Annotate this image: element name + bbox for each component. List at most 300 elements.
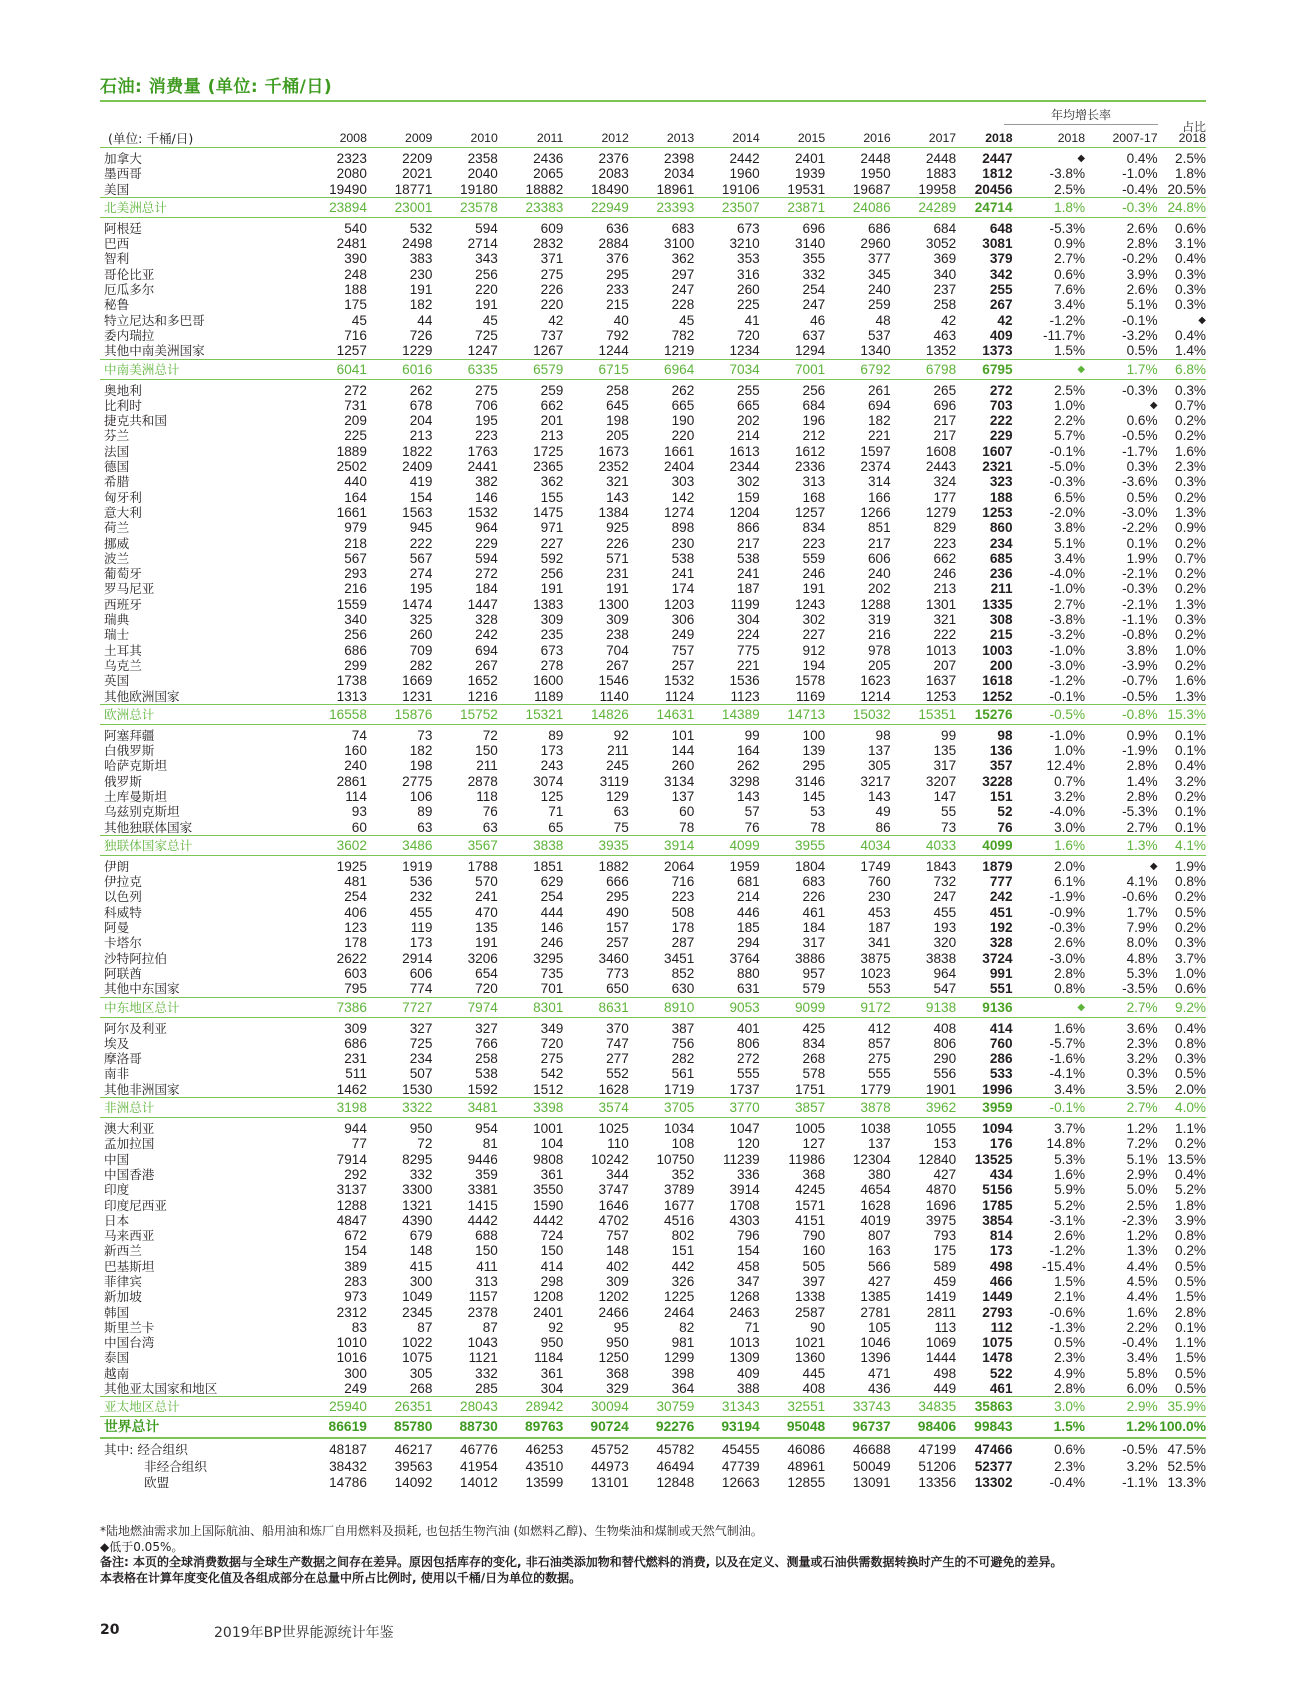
table-cell: 1244 bbox=[598, 343, 629, 359]
table-cell: 1257 bbox=[794, 504, 826, 520]
table-cell: 455 bbox=[409, 904, 433, 920]
table-cell: 14.8% bbox=[1046, 1136, 1086, 1152]
table-cell: 226 bbox=[802, 889, 826, 905]
table-cell: 566 bbox=[867, 1258, 891, 1274]
table-cell: -1.9% bbox=[1049, 889, 1086, 905]
table-cell: 1623 bbox=[860, 673, 891, 689]
table-cell: 110 bbox=[607, 1136, 629, 1152]
table-cell: 254 bbox=[802, 282, 826, 298]
table-cell: 537 bbox=[867, 327, 891, 343]
table-cell: 254 bbox=[344, 889, 367, 905]
table-cell: 694 bbox=[475, 642, 498, 658]
table-cell: 22949 bbox=[563, 197, 628, 217]
table-cell: 5.3% bbox=[1054, 1151, 1086, 1167]
table-cell: 47199 bbox=[918, 1442, 957, 1458]
column-header: 2014 bbox=[694, 130, 759, 148]
row-label: 孟加拉国 bbox=[104, 1136, 155, 1152]
table-cell: 1812 bbox=[982, 166, 1013, 182]
table-cell: 2811 bbox=[926, 1304, 957, 1320]
table-cell: 0.5% bbox=[1126, 489, 1158, 505]
table-cell: 3770 bbox=[694, 1098, 759, 1118]
table-cell: 9099 bbox=[760, 997, 825, 1017]
table-cell: -0.8% bbox=[1122, 627, 1158, 643]
table-cell: 137 bbox=[867, 1136, 891, 1152]
table-row bbox=[100, 1118, 1206, 1137]
table-cell: 52377 bbox=[974, 1458, 1013, 1474]
table-cell: 2861 bbox=[336, 773, 367, 789]
table-cell: 0.8% bbox=[1175, 1228, 1206, 1244]
table-cell: 6041 bbox=[301, 359, 366, 379]
table-cell: 1234 bbox=[729, 343, 760, 359]
table-cell: 0.7% bbox=[1054, 773, 1086, 789]
table-row bbox=[100, 282, 1206, 297]
column-header: 2009 bbox=[367, 130, 432, 148]
table-cell: 238 bbox=[606, 627, 629, 643]
table-cell: 1023 bbox=[860, 965, 891, 981]
row-label: 南非 bbox=[104, 1066, 130, 1082]
table-cell: 461 bbox=[989, 1381, 1013, 1397]
table-cell: 9053 bbox=[694, 997, 759, 1017]
table-cell: 175 bbox=[933, 1243, 957, 1259]
table-row bbox=[100, 724, 1206, 743]
table-row bbox=[100, 490, 1206, 505]
table-cell: 13.3% bbox=[1167, 1475, 1206, 1491]
table-cell: 757 bbox=[606, 1228, 629, 1244]
row-label: 瑞士 bbox=[104, 627, 130, 643]
region-total-row bbox=[100, 1397, 1206, 1417]
table-cell: 720 bbox=[540, 1035, 564, 1051]
table-cell: 957 bbox=[802, 965, 826, 981]
table-cell: 0.1% bbox=[1126, 535, 1158, 551]
table-cell: 1309 bbox=[729, 1350, 760, 1366]
table-cell: 978 bbox=[867, 642, 891, 658]
table-cell: 340 bbox=[344, 612, 367, 628]
table-cell: 4847 bbox=[336, 1212, 367, 1228]
table-cell: 508 bbox=[671, 904, 695, 920]
table-cell: 43510 bbox=[525, 1458, 564, 1474]
table-cell: 24086 bbox=[825, 197, 890, 217]
table-cell: 14826 bbox=[563, 704, 628, 724]
table-cell: 5.1% bbox=[1126, 297, 1158, 313]
table-cell: 23578 bbox=[432, 197, 497, 217]
table-cell: 964 bbox=[933, 965, 957, 981]
row-label: 世界总计 bbox=[100, 1417, 301, 1439]
table-row bbox=[100, 1305, 1206, 1320]
table-cell: 48961 bbox=[787, 1458, 826, 1474]
table-cell: 1444 bbox=[925, 1350, 957, 1366]
table-row bbox=[100, 612, 1206, 627]
table-cell: 665 bbox=[737, 397, 760, 413]
footnotes bbox=[100, 1524, 1210, 1586]
table-cell: 0.8% bbox=[1054, 981, 1086, 997]
table-cell: 225 bbox=[737, 297, 760, 313]
row-label: 厄瓜多尔 bbox=[104, 282, 155, 298]
table-cell: 240 bbox=[344, 758, 367, 774]
table-cell: 224 bbox=[737, 627, 760, 643]
table-cell: 12.4% bbox=[1046, 758, 1086, 774]
table-cell: -0.3% bbox=[1085, 197, 1158, 217]
table-cell: 114 bbox=[345, 788, 367, 804]
table-cell: 1049 bbox=[402, 1289, 433, 1305]
row-label: 泰国 bbox=[104, 1350, 130, 1366]
table-cell: ◆ bbox=[1149, 399, 1158, 411]
table-cell: 190 bbox=[671, 413, 695, 429]
table-cell: 187 bbox=[867, 920, 891, 936]
table-cell: 458 bbox=[737, 1258, 760, 1274]
table-cell: 195 bbox=[475, 413, 498, 429]
table-cell: 2.9% bbox=[1126, 1166, 1158, 1182]
table-cell: 300 bbox=[409, 1274, 433, 1289]
table-cell: 191 bbox=[540, 581, 564, 597]
table-cell: 4151 bbox=[794, 1212, 826, 1228]
table-cell: 1204 bbox=[729, 504, 760, 520]
table-cell: 287 bbox=[671, 935, 695, 951]
table-cell: 1252 bbox=[982, 688, 1013, 704]
table-cell: 1628 bbox=[598, 1081, 629, 1097]
table-cell: 371 bbox=[540, 251, 564, 267]
table-cell: 1189 bbox=[534, 688, 564, 704]
table-cell: 45782 bbox=[656, 1442, 695, 1458]
table-cell: 18771 bbox=[394, 181, 433, 197]
table-cell: 802 bbox=[671, 1228, 695, 1244]
table-cell: 1592 bbox=[467, 1081, 498, 1097]
table-cell: 230 bbox=[409, 266, 433, 282]
table-cell: 414 bbox=[540, 1258, 564, 1274]
table-cell: 387 bbox=[671, 1020, 695, 1036]
table-cell: 4516 bbox=[664, 1212, 695, 1228]
table-cell: 123 bbox=[344, 920, 367, 936]
table-cell: 1288 bbox=[860, 596, 891, 612]
table-cell: 1563 bbox=[402, 504, 433, 520]
table-cell: 240 bbox=[867, 566, 891, 582]
row-label: 北美洲总计 bbox=[100, 197, 301, 217]
table-cell: 227 bbox=[802, 627, 826, 643]
table-cell: -0.6% bbox=[1049, 1304, 1086, 1320]
row-label: 阿根廷 bbox=[104, 220, 142, 236]
table-cell: 1628 bbox=[860, 1197, 891, 1213]
table-cell: 153 bbox=[933, 1136, 957, 1152]
table-cell: 0.3% bbox=[1175, 1051, 1206, 1067]
table-cell: 229 bbox=[475, 535, 498, 551]
table-cell: 46494 bbox=[656, 1458, 695, 1474]
table-cell: 41 bbox=[744, 312, 760, 328]
table-cell: 7727 bbox=[367, 997, 432, 1017]
table-cell: 317 bbox=[933, 758, 957, 774]
table-cell: 470 bbox=[475, 904, 498, 920]
table-cell: 1950 bbox=[860, 166, 891, 182]
table-cell: 3914 bbox=[629, 835, 694, 855]
table-cell: 0.1% bbox=[1175, 743, 1206, 759]
table-cell: 246 bbox=[933, 566, 957, 582]
table-cell: 9808 bbox=[533, 1151, 564, 1167]
table-cell: 222 bbox=[409, 535, 433, 551]
table-cell: 98406 bbox=[891, 1417, 956, 1439]
table-cell: 257 bbox=[671, 657, 695, 673]
table-cell: 0.5% bbox=[1126, 343, 1158, 359]
table-cell: 362 bbox=[540, 474, 564, 490]
table-cell: 3.2% bbox=[1126, 1051, 1158, 1067]
table-cell: 5.7% bbox=[1054, 428, 1086, 444]
row-label: 非洲总计 bbox=[100, 1098, 301, 1118]
table-row bbox=[100, 551, 1206, 566]
table-cell: 1475 bbox=[533, 504, 564, 520]
table-cell: 215 bbox=[989, 627, 1013, 643]
table-cell: 1.9% bbox=[1126, 550, 1158, 566]
table-cell: 295 bbox=[606, 266, 629, 282]
table-cell: 1300 bbox=[598, 596, 629, 612]
table-cell: 3295 bbox=[533, 950, 564, 966]
table-cell: 164 bbox=[737, 743, 760, 759]
table-cell: 137 bbox=[671, 788, 695, 804]
table-cell: 41954 bbox=[460, 1458, 498, 1474]
table-cell: 6795 bbox=[956, 359, 1012, 379]
table-cell: 0.4% bbox=[1175, 758, 1206, 774]
table-cell: 3134 bbox=[664, 773, 695, 789]
table-cell: 538 bbox=[671, 550, 695, 566]
table-cell: 237 bbox=[933, 282, 957, 298]
table-cell: 1.6% bbox=[1126, 1304, 1158, 1320]
table-cell: 353 bbox=[737, 251, 760, 267]
table-cell: 376 bbox=[606, 251, 629, 267]
table-cell: 1959 bbox=[729, 858, 760, 874]
table-cell: 146 bbox=[540, 920, 564, 936]
table-cell: 1960 bbox=[729, 166, 760, 182]
table-row bbox=[100, 581, 1206, 596]
table-cell: 168 bbox=[802, 489, 826, 505]
table-cell: -1.1% bbox=[1122, 612, 1158, 628]
footnote-diamond: ◆低于0.05%。 bbox=[100, 1539, 184, 1554]
table-cell: 164 bbox=[344, 489, 367, 505]
table-cell: 1.3% bbox=[1175, 504, 1206, 520]
row-label: 智利 bbox=[104, 251, 130, 267]
table-cell: 5156 bbox=[982, 1182, 1013, 1198]
table-cell: -4.0% bbox=[1049, 804, 1086, 820]
region-total-row bbox=[100, 997, 1206, 1017]
table-cell: 1.2% bbox=[1126, 1121, 1158, 1137]
row-label: 阿曼 bbox=[104, 920, 130, 936]
table-cell: 344 bbox=[606, 1166, 629, 1182]
table-cell: 46253 bbox=[525, 1442, 564, 1458]
table-cell: 72 bbox=[417, 1136, 433, 1152]
table-cell: 214 bbox=[737, 889, 760, 905]
table-cell: 173 bbox=[409, 935, 433, 951]
table-cell: 336 bbox=[737, 1166, 760, 1182]
table-cell: 561 bbox=[671, 1066, 695, 1082]
table-cell: 551 bbox=[989, 981, 1013, 997]
table-cell: 86 bbox=[875, 819, 891, 835]
table-row bbox=[100, 1036, 1206, 1051]
table-cell: 925 bbox=[606, 520, 629, 536]
table-cell: 782 bbox=[671, 327, 695, 343]
table-cell: 898 bbox=[671, 520, 695, 536]
table-cell: 119 bbox=[410, 920, 433, 936]
table-cell: 76 bbox=[997, 819, 1013, 835]
table-cell: 7914 bbox=[336, 1151, 367, 1167]
row-label: 白俄罗斯 bbox=[104, 743, 155, 759]
table-cell: 0.2% bbox=[1175, 535, 1206, 551]
table-cell: 455 bbox=[933, 904, 957, 920]
table-cell: 99 bbox=[941, 727, 957, 743]
table-cell: 1546 bbox=[598, 673, 629, 689]
row-label: 独联体国家总计 bbox=[100, 835, 301, 855]
row-label: 法国 bbox=[104, 443, 130, 459]
table-cell: 3100 bbox=[664, 236, 695, 252]
table-cell: 1299 bbox=[664, 1350, 695, 1366]
table-cell: 242 bbox=[475, 627, 498, 643]
table-cell: -0.8% bbox=[1085, 704, 1158, 724]
table-cell: 773 bbox=[606, 965, 629, 981]
table-cell: -2.2% bbox=[1122, 520, 1158, 536]
table-cell: 1268 bbox=[729, 1289, 760, 1305]
row-label: 澳大利亚 bbox=[104, 1121, 155, 1137]
row-label: 乌兹别克斯坦 bbox=[104, 804, 180, 820]
row-label: 中南美洲总计 bbox=[100, 359, 301, 379]
row-label: 土耳其 bbox=[104, 642, 142, 658]
table-cell: 209 bbox=[344, 413, 367, 429]
table-cell: 12855 bbox=[787, 1475, 826, 1491]
table-cell: 725 bbox=[475, 327, 498, 343]
table-cell: 76 bbox=[482, 804, 498, 820]
table-cell: ◆ bbox=[1013, 359, 1086, 379]
table-cell: 223 bbox=[671, 889, 695, 905]
table-cell: 188 bbox=[989, 489, 1013, 505]
table-cell: -3.8% bbox=[1049, 612, 1086, 628]
table-cell: 603 bbox=[344, 965, 367, 981]
table-cell: 490 bbox=[606, 904, 629, 920]
table-cell: 8.0% bbox=[1126, 935, 1158, 951]
table-cell: 223 bbox=[933, 535, 957, 551]
table-cell: 39563 bbox=[394, 1458, 433, 1474]
table-cell: 446 bbox=[737, 904, 760, 920]
table-cell: 3228 bbox=[982, 773, 1013, 789]
table-cell: 247 bbox=[933, 889, 957, 905]
table-cell: 2.1% bbox=[1054, 1289, 1086, 1305]
table-cell: 3914 bbox=[729, 1182, 760, 1198]
table-cell: 2781 bbox=[860, 1304, 891, 1320]
table-cell: 247 bbox=[802, 297, 826, 313]
table-cell: 0.3% bbox=[1175, 382, 1206, 398]
table-cell: 685 bbox=[989, 550, 1013, 566]
column-header: 2012 bbox=[563, 130, 628, 148]
table-cell: 44973 bbox=[590, 1458, 629, 1474]
table-cell: 1696 bbox=[925, 1197, 957, 1213]
table-cell: 328 bbox=[475, 612, 498, 628]
table-cell: 145 bbox=[802, 788, 826, 804]
table-cell: 971 bbox=[540, 520, 564, 536]
table-cell: 96737 bbox=[825, 1417, 890, 1439]
table-cell: -5.3% bbox=[1049, 220, 1086, 236]
table-row bbox=[100, 166, 1206, 181]
table-cell: 0.5% bbox=[1175, 1381, 1206, 1397]
table-cell: 1294 bbox=[794, 343, 826, 359]
table-cell: 160 bbox=[344, 743, 367, 759]
table-cell: 106 bbox=[409, 788, 433, 804]
top-rule bbox=[100, 100, 1206, 102]
table-cell: 332 bbox=[409, 1166, 433, 1182]
table-body bbox=[100, 148, 1206, 1492]
table-row bbox=[100, 597, 1206, 612]
table-cell: 191 bbox=[802, 581, 826, 597]
row-label: 其他独联体国家 bbox=[104, 819, 193, 835]
table-cell: 1785 bbox=[982, 1197, 1013, 1213]
table-cell: 31343 bbox=[694, 1397, 759, 1417]
table-cell: 309 bbox=[540, 612, 564, 628]
table-cell: 92276 bbox=[629, 1417, 694, 1439]
table-cell: 137 bbox=[867, 743, 891, 759]
row-label: 新西兰 bbox=[104, 1243, 142, 1259]
table-cell: 0.9% bbox=[1126, 727, 1158, 743]
table-cell: 2443 bbox=[925, 459, 957, 475]
table-cell: 1.6% bbox=[1054, 1020, 1086, 1036]
table-cell: 211 bbox=[607, 743, 629, 759]
row-label: 阿联酋 bbox=[104, 965, 142, 981]
table-cell: 211 bbox=[476, 758, 498, 774]
table-cell: 319 bbox=[867, 612, 891, 628]
table-cell: 0.3% bbox=[1175, 612, 1206, 628]
table-cell: -2.0% bbox=[1049, 504, 1086, 520]
table-cell: 1590 bbox=[533, 1197, 564, 1213]
table-cell: 1.9% bbox=[1175, 858, 1206, 874]
table-cell: 834 bbox=[802, 520, 826, 536]
table-cell: 151 bbox=[989, 788, 1013, 804]
table-cell: 52 bbox=[997, 804, 1013, 820]
table-cell: 1571 bbox=[794, 1197, 826, 1213]
table-cell: 2914 bbox=[402, 950, 433, 966]
table-cell: 232 bbox=[409, 889, 433, 905]
table-cell: 369 bbox=[933, 251, 957, 267]
table-cell: 5.8% bbox=[1126, 1365, 1158, 1381]
table-cell: 444 bbox=[540, 904, 564, 920]
table-cell: 1208 bbox=[533, 1289, 564, 1305]
table-cell: 991 bbox=[989, 965, 1013, 981]
table-cell: 425 bbox=[802, 1020, 826, 1036]
row-label: 亚太地区总计 bbox=[100, 1397, 301, 1417]
table-cell: 542 bbox=[540, 1066, 564, 1082]
table-cell: 304 bbox=[540, 1381, 564, 1397]
table-cell: 609 bbox=[540, 220, 564, 236]
table-cell: -1.7% bbox=[1122, 443, 1158, 459]
table-cell: 1340 bbox=[860, 343, 891, 359]
table-cell: 1243 bbox=[794, 596, 826, 612]
table-cell: 1919 bbox=[402, 858, 433, 874]
table-cell: 150 bbox=[475, 743, 498, 759]
table-cell: -1.0% bbox=[1049, 727, 1086, 743]
table-cell: 409 bbox=[737, 1365, 760, 1381]
table-cell: 2464 bbox=[664, 1304, 695, 1320]
table-cell: 377 bbox=[867, 251, 891, 267]
table-cell: 47.5% bbox=[1167, 1442, 1206, 1458]
table-cell: 272 bbox=[989, 382, 1013, 398]
row-label: 委内瑞拉 bbox=[104, 327, 155, 343]
row-label: 印度尼西亚 bbox=[104, 1197, 167, 1213]
table-cell: 389 bbox=[344, 1258, 367, 1274]
table-cell: 1608 bbox=[925, 443, 957, 459]
table-cell: 241 bbox=[737, 566, 760, 582]
table-cell: 160 bbox=[802, 1243, 826, 1259]
table-cell: 2040 bbox=[467, 166, 498, 182]
table-cell: 257 bbox=[606, 935, 629, 951]
table-cell: 12663 bbox=[721, 1475, 760, 1491]
table-cell: 1851 bbox=[533, 858, 564, 874]
table-cell: 45 bbox=[351, 312, 367, 328]
table-cell: 3398 bbox=[498, 1098, 563, 1118]
table-cell: 13302 bbox=[974, 1475, 1013, 1491]
table-cell: 148 bbox=[409, 1243, 433, 1259]
row-label: 墨西哥 bbox=[104, 166, 142, 182]
table-cell: 20.5% bbox=[1167, 181, 1206, 197]
table-cell: 0.2% bbox=[1175, 489, 1206, 505]
table-cell: 411 bbox=[476, 1258, 498, 1274]
